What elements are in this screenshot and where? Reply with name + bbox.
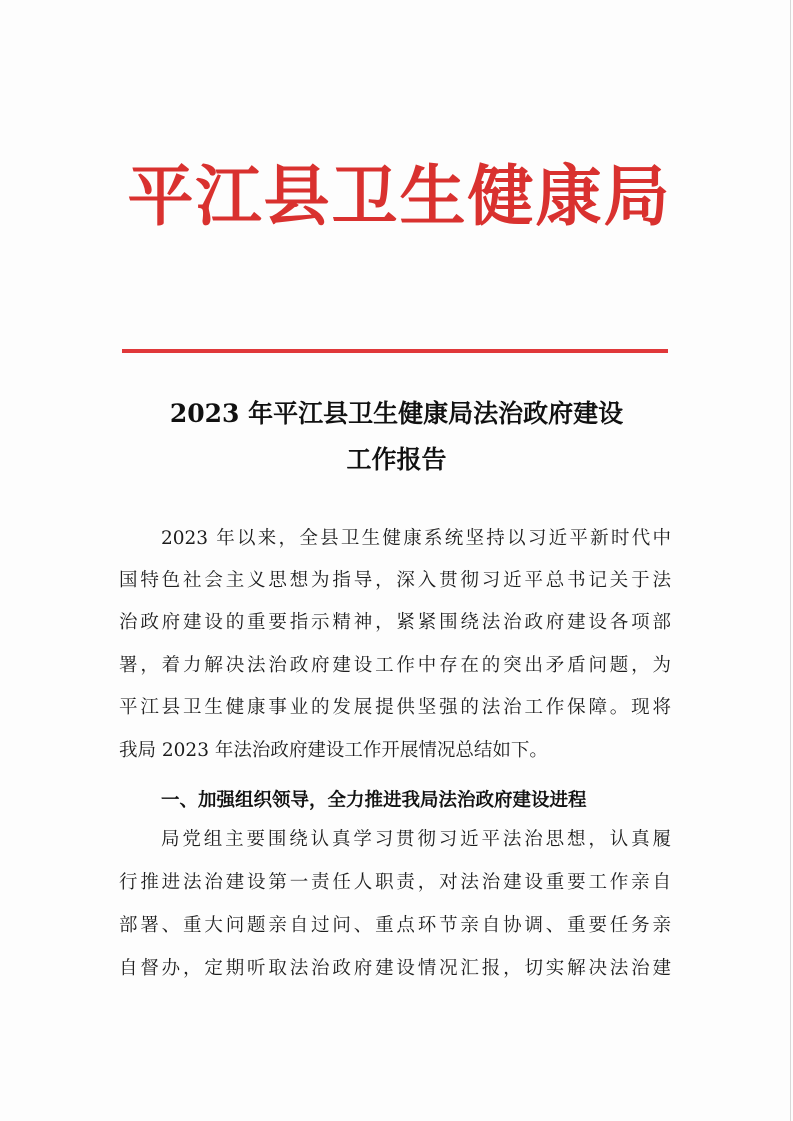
section1-line: 自督办，定期听取法治政府建设情况汇报，切实解决法治建	[119, 958, 671, 979]
section-heading-1: 一、加强组织领导，全力推进我局法治政府建设进程	[161, 790, 587, 811]
report-title-line-2: 工作报告	[346, 445, 447, 474]
section1-line: 部署、重大问题亲自过问、重点环节亲自协调、重要任务亲	[119, 915, 671, 936]
masthead-title: 平江县卫生健康局	[127, 157, 672, 235]
scan-edge-line	[790, 0, 791, 1121]
intro-line: 我局 2023 年法治政府建设工作开展情况总结如下。	[119, 740, 548, 761]
red-divider-rule	[122, 349, 668, 353]
intro-line: 署，着力解决法治政府建设工作中存在的突出矛盾问题，为	[119, 655, 671, 676]
report-title-line-1: 2023 年平江县卫生健康局法治政府建设	[169, 399, 624, 428]
intro-line: 2023 年以来，全县卫生健康系统坚持以习近平新时代中	[161, 528, 671, 549]
section1-line: 局党组主要围绕认真学习贯彻习近平法治思想，认真履	[161, 829, 671, 850]
intro-line: 平江县卫生健康事业的发展提供坚强的法治工作保障。现将	[119, 697, 671, 718]
intro-line: 治政府建设的重要指示精神，紧紧围绕法治政府建设各项部	[119, 612, 671, 633]
section1-line: 行推进法治建设第一责任人职责，对法治建设重要工作亲自	[119, 872, 671, 893]
intro-line: 国特色社会主义思想为指导，深入贯彻习近平总书记关于法	[119, 570, 671, 591]
